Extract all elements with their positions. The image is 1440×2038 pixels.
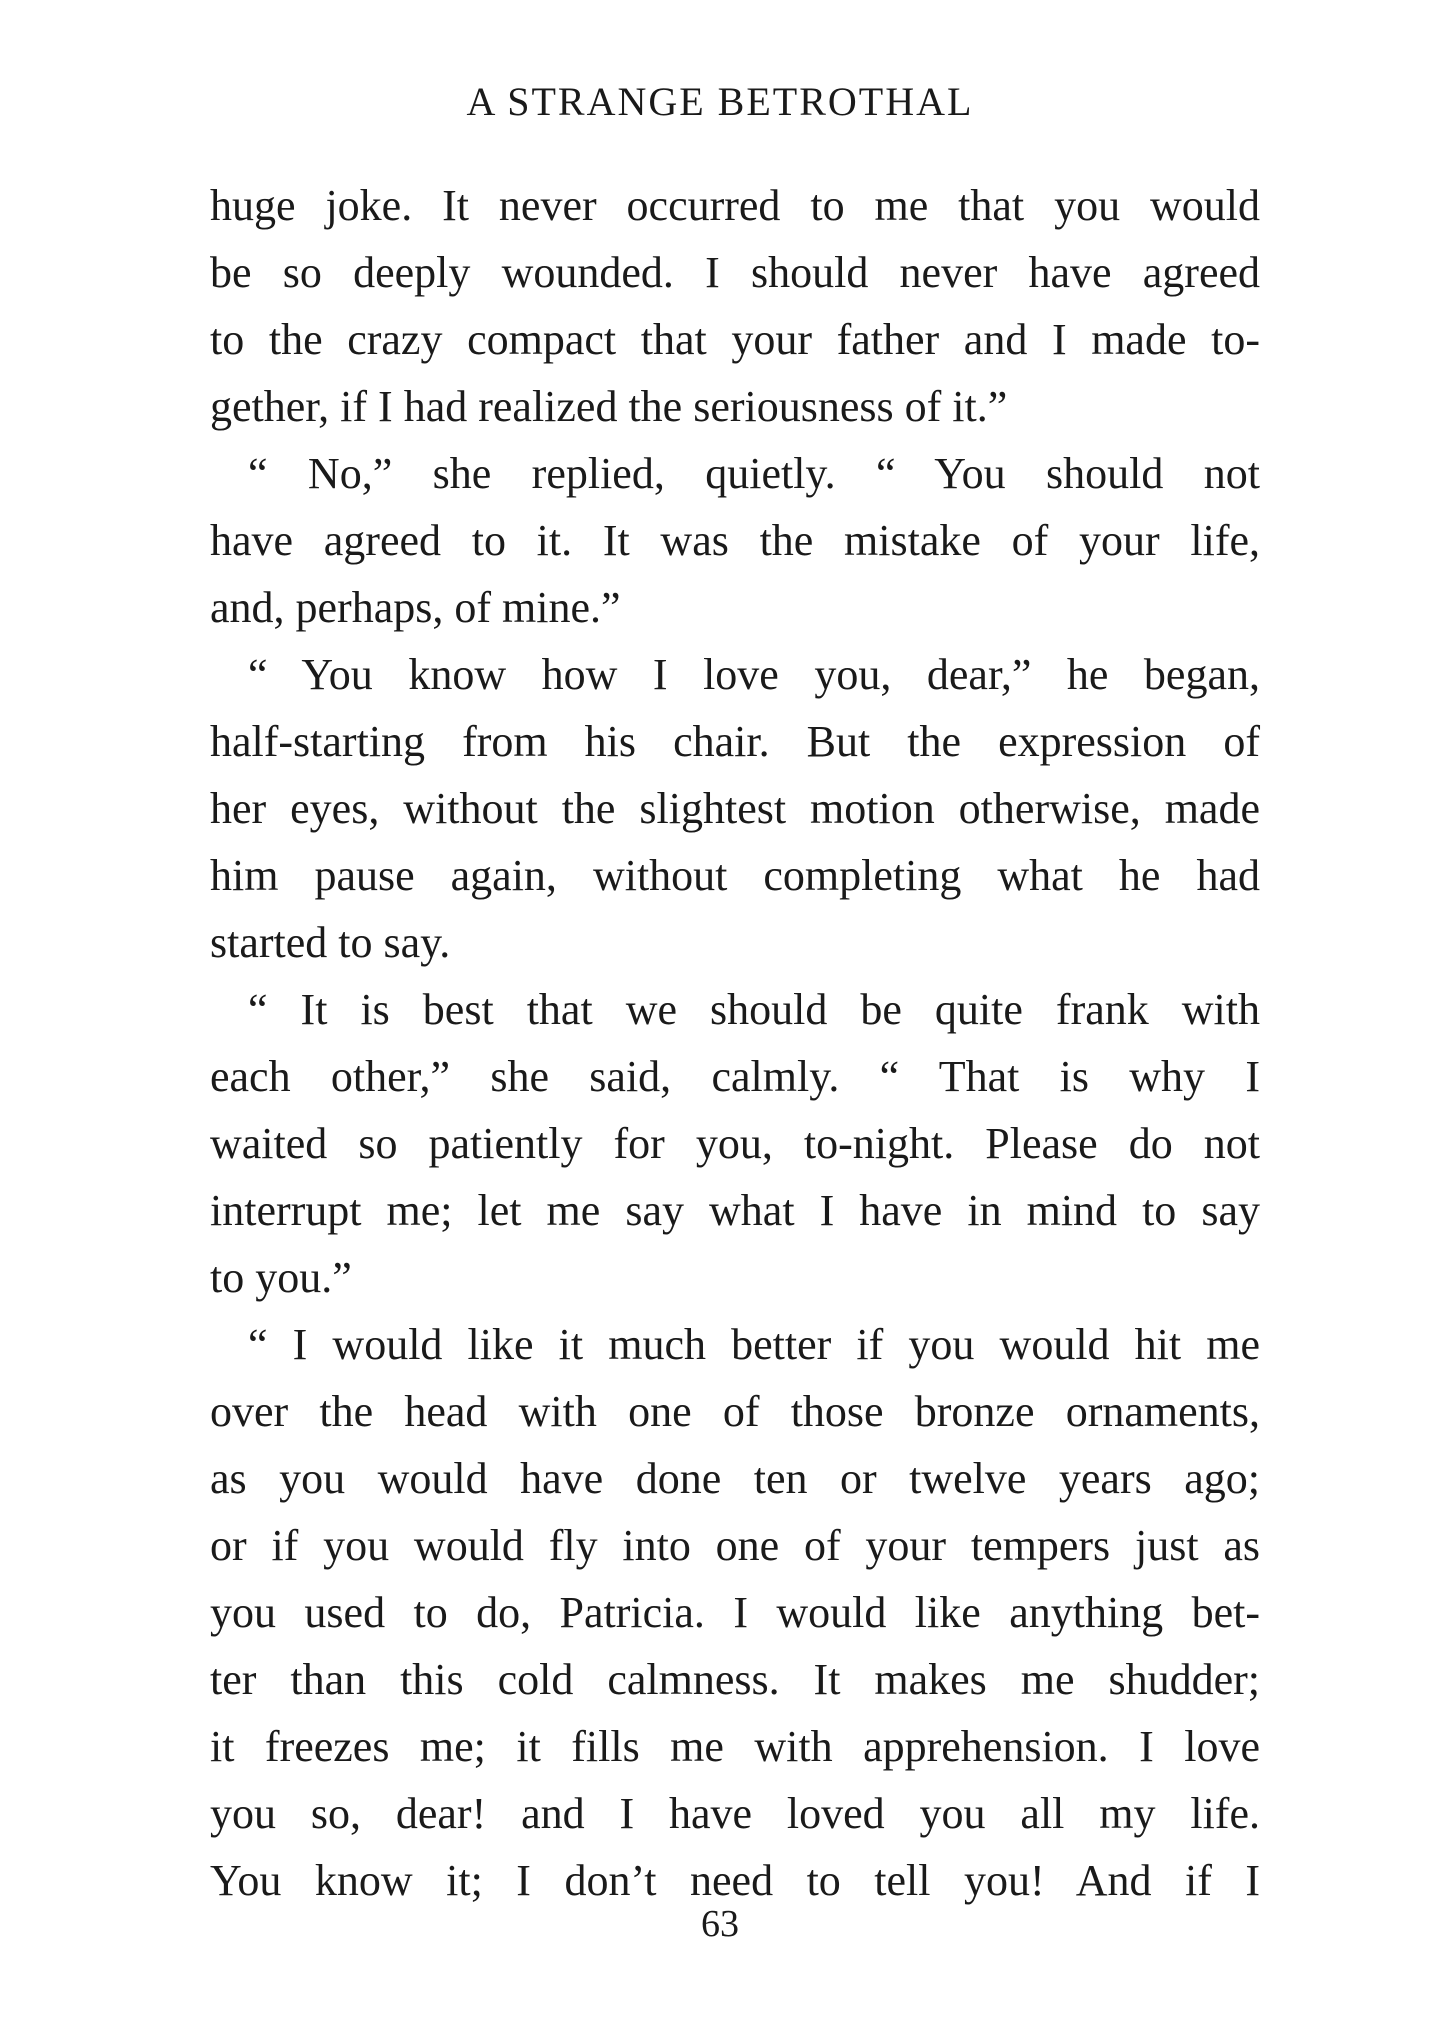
text-line: you so, dear! and I have loved you all my life. (210, 1789, 1260, 1838)
text-line: her eyes, without the slightest motion otherwise, made (210, 784, 1260, 833)
text-line: be so deeply wounded. I should never have agreed (210, 248, 1260, 297)
text-line: you used to do, Patricia. I would like anything bet- (210, 1588, 1260, 1637)
body-text (210, 172, 1260, 1914)
text-line: started to say. (210, 918, 451, 967)
text-line: to the crazy compact that your father and I made to- (210, 315, 1260, 364)
text-line: “ I would like it much better if you would hit me (248, 1320, 1260, 1369)
text-line: You know it; I don’t need to tell you! And if I (210, 1856, 1260, 1905)
text-line: gether, if I had realized the seriousness of it.” (210, 382, 1008, 431)
text-line: half-starting from his chair. But the expression of (210, 717, 1260, 766)
text-line: huge joke. It never occurred to me that you would (210, 181, 1260, 230)
text-line: to you.” (210, 1253, 352, 1302)
running-head: A STRANGE BETROTHAL (466, 79, 974, 124)
text-line: it freezes me; it fills me with apprehension. I love (210, 1722, 1260, 1771)
page-number: 63 (701, 1903, 739, 1945)
text-line: as you would have done ten or twelve years ago; (210, 1454, 1260, 1503)
text-line: over the head with one of those bronze ornaments, (210, 1387, 1260, 1436)
text-line: interrupt me; let me say what I have in mind to say (210, 1186, 1260, 1235)
text-line: him pause again, without completing what he had (210, 851, 1260, 900)
text-line: have agreed to it. It was the mistake of your life, (210, 516, 1260, 565)
text-line: waited so patiently for you, to-night. Please do not (210, 1119, 1260, 1168)
text-line: “ It is best that we should be quite frank with (248, 985, 1260, 1034)
text-line: “ No,” she replied, quietly. “ You should not (248, 449, 1260, 498)
text-line: each other,” she said, calmly. “ That is why I (210, 1052, 1260, 1101)
text-line: or if you would fly into one of your tempers just as (210, 1521, 1260, 1570)
text-line: ter than this cold calmness. It makes me shudder; (210, 1655, 1260, 1704)
text-line: “ You know how I love you, dear,” he began, (248, 650, 1260, 699)
text-line: and, perhaps, of mine.” (210, 583, 621, 632)
